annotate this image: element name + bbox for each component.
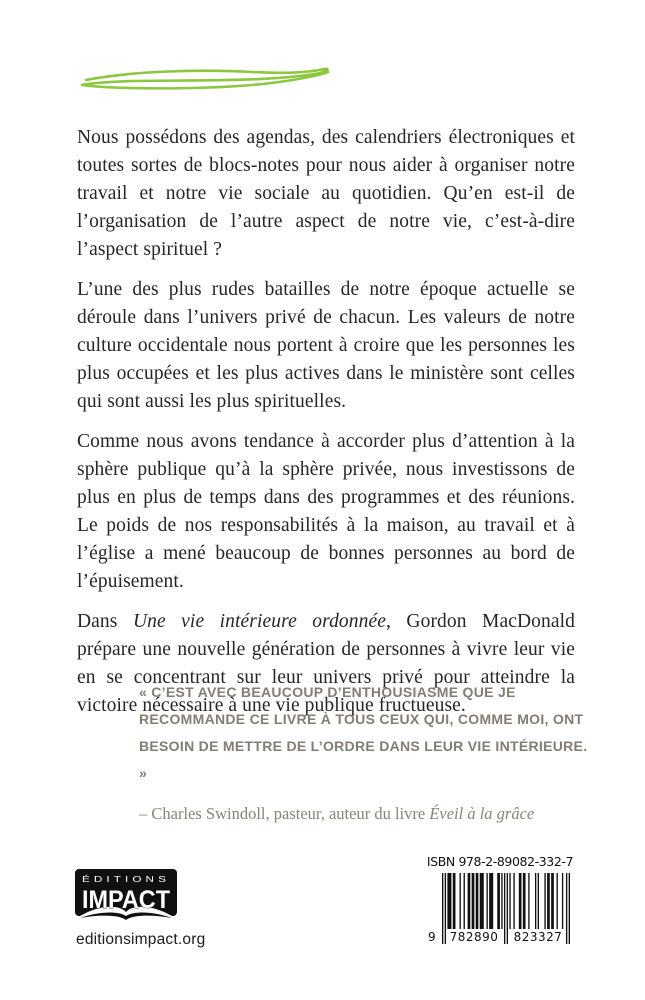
isbn-label: ISBN 978-2-89082-332-7 [426, 854, 574, 869]
isbn-block [408, 854, 592, 947]
editions-impact-logo [75, 869, 177, 927]
publisher-website: editionsimpact.org [76, 931, 206, 948]
synopsis [77, 124, 575, 732]
synopsis-paragraph-2: L’une des plus rudes batailles de notre époque actuelle se déroule dans l’univers privé de chacun. Les valeurs de notre culture occidentale nous portent à croire que les personnes les plus occupées et les plus actives dans le ministère sont celles qui sont aussi les plus spirituelles. [77, 279, 575, 412]
barcode-digits-group2: 823327 [513, 930, 563, 944]
barcode-digits-group1: 782890 [449, 930, 499, 944]
attribution-text: – Charles Swindoll, pasteur, auteur du livre [139, 804, 430, 823]
publisher-block [75, 869, 177, 932]
book-title-italic: Une vie intérieure ordonnée [132, 611, 386, 632]
barcode-digit-left: 9 [428, 930, 437, 944]
endorsement-block [139, 679, 591, 824]
synopsis-paragraph-1: Nous possédons des agendas, des calendriers électroniques et toutes sortes de blocs-notes pour nous aider à organiser notre travail et notre vie sociale au quotidien. Qu’en est-il de l’organisation de l’autre aspect de notre vie, c’est-à-dire l’aspect spirituel ? [77, 127, 575, 260]
endorsement-attribution [139, 804, 591, 824]
paragraph-4-suffix: , Gordon MacDonald prépare une nouvelle génération de personnes à vivre leur vie en se concentrant sur leur univers privé pour atteindre la victoire nécessaire à une vie publique fructueuse. [77, 611, 576, 716]
logo-editions-text: ÉDITIONS [82, 874, 170, 884]
attribution-book-title-italic: Éveil à la grâce [429, 804, 535, 823]
logo-impact-text: IMPACT [82, 886, 170, 914]
synopsis-paragraph-3: Comme nous avons tendance à accorder plus d’attention à la sphère publique qu’à la sphère privée, nous investissons de plus en plus de temps dans des programmes et des réunions. Le poids de nos responsabilités à la maison, au travail et à l’église a mené beaucoup de bonnes personnes au bord de l’épuisement. [77, 431, 575, 592]
green-scribble-decoration [72, 58, 338, 104]
paragraph-4-prefix: Dans [77, 611, 133, 632]
ean13-barcode [422, 873, 578, 947]
endorsement-quote: « C’EST AVEC BEAUCOUP D’ENTHOUSIASME QUE JE RECOMMANDE CE LIVRE À TOUS CEUX QUI, COMME MOI, ONT BESOIN DE METTRE DE L’ORDRE DANS LEUR VIE INTÉRIEURE. » [139, 684, 588, 781]
